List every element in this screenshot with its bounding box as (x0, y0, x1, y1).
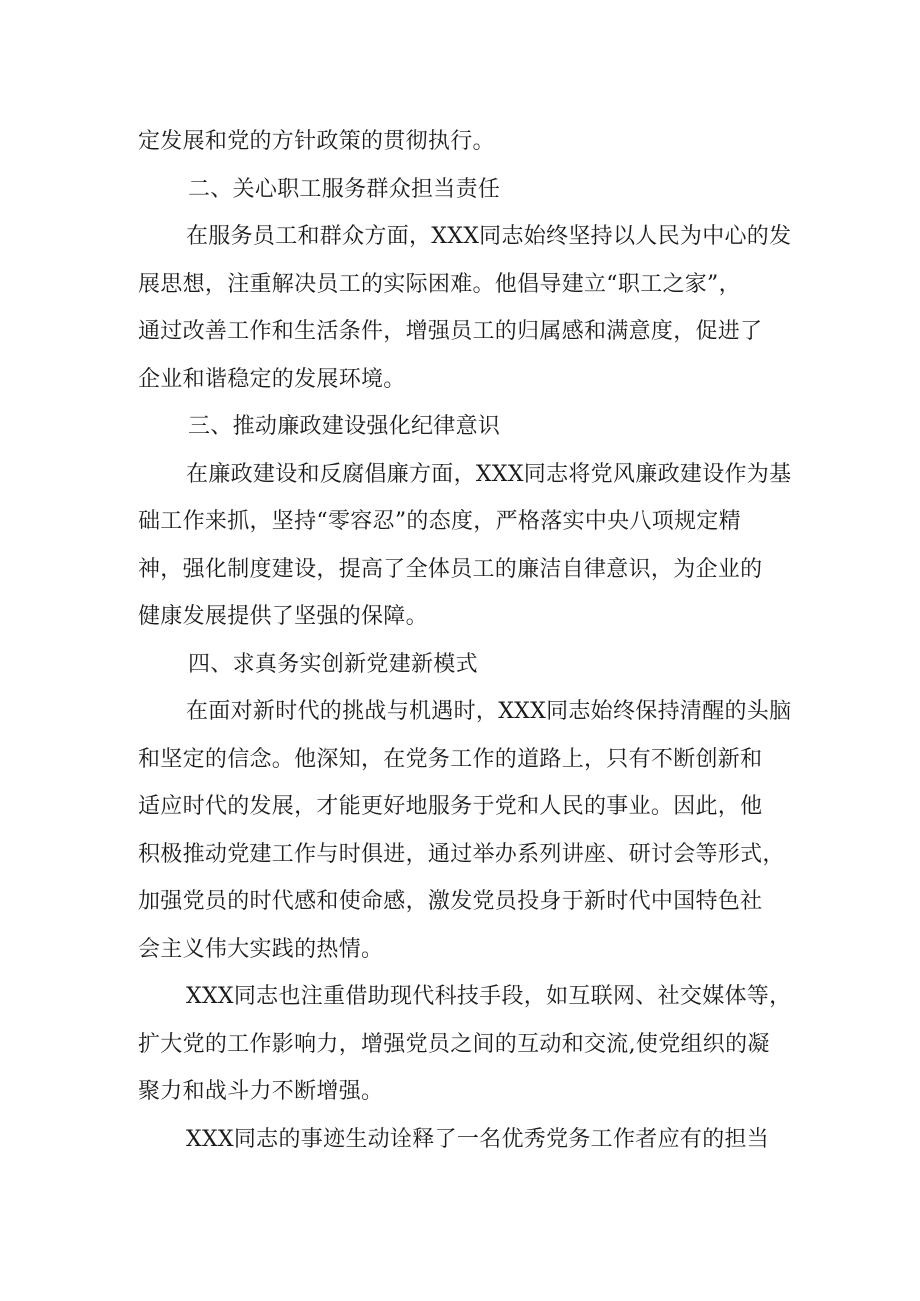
text-line: XXX同志也注重借助现代科技手段，如互联网、社交媒体等， (186, 984, 792, 1009)
text-line: 会主义伟大实践的热情。 (138, 936, 384, 962)
document-body (138, 118, 798, 1163)
text-line: 础工作来抓，坚持“零容忍”的态度，严格落实中央八项规定精 (138, 509, 741, 534)
text-line: 健康发展提供了坚强的保障。 (138, 604, 428, 629)
text-line: 定发展和党的方针政策的贯彻执行。 (138, 129, 495, 154)
text-line: XXX同志的事迹生动诠释了一名优秀党务工作者应有的担当 (186, 1126, 770, 1152)
text-line: 在面对新时代的挑战与机遇时，XXX同志始终保持清醒的头脑 (186, 699, 792, 724)
text-line: 通过改善工作和生活条件，增强员工的归属感和满意度，促进了 (138, 319, 763, 344)
text-line: 加强党员的时代感和使命感，激发党员投身于新时代中国特色社 (138, 889, 763, 914)
section-heading: 四、求真务实创新党建新模式 (188, 651, 478, 677)
text-line: 展思想，注重解决员工的实际困难。他倡导建立“职工之家”， (138, 271, 741, 297)
text-line: 聚力和战斗力不断增强。 (138, 1079, 384, 1104)
text-line: 在廉政建设和反腐倡廉方面，XXX同志将党风廉政建设作为基 (186, 461, 792, 487)
section-heading: 三、推动廉政建设强化纪律意识 (188, 414, 501, 439)
text-line: 企业和谐稳定的发展环境。 (138, 366, 406, 392)
section-heading: 二、关心职工服务群众担当责任 (188, 176, 501, 202)
text-line: 积极推动党建工作与时俱进，通过举办系列讲座、研讨会等形式， (138, 841, 785, 867)
text-line: 在服务员工和群众方面，XXX同志始终坚持以人民为中心的发 (186, 224, 792, 249)
text-line: 适应时代的发展，才能更好地服务于党和人民的事业。因此，他 (138, 794, 763, 819)
text-line: 神，强化制度建设，提高了全体员工的廉洁自律意识，为企业的 (138, 556, 763, 582)
text-line: 和坚定的信念。他深知，在党务工作的道路上，只有不断创新和 (138, 746, 763, 772)
text-line: 扩大党的工作影响力，增强党员之间的互动和交流,使党组织的凝 (138, 1031, 770, 1057)
